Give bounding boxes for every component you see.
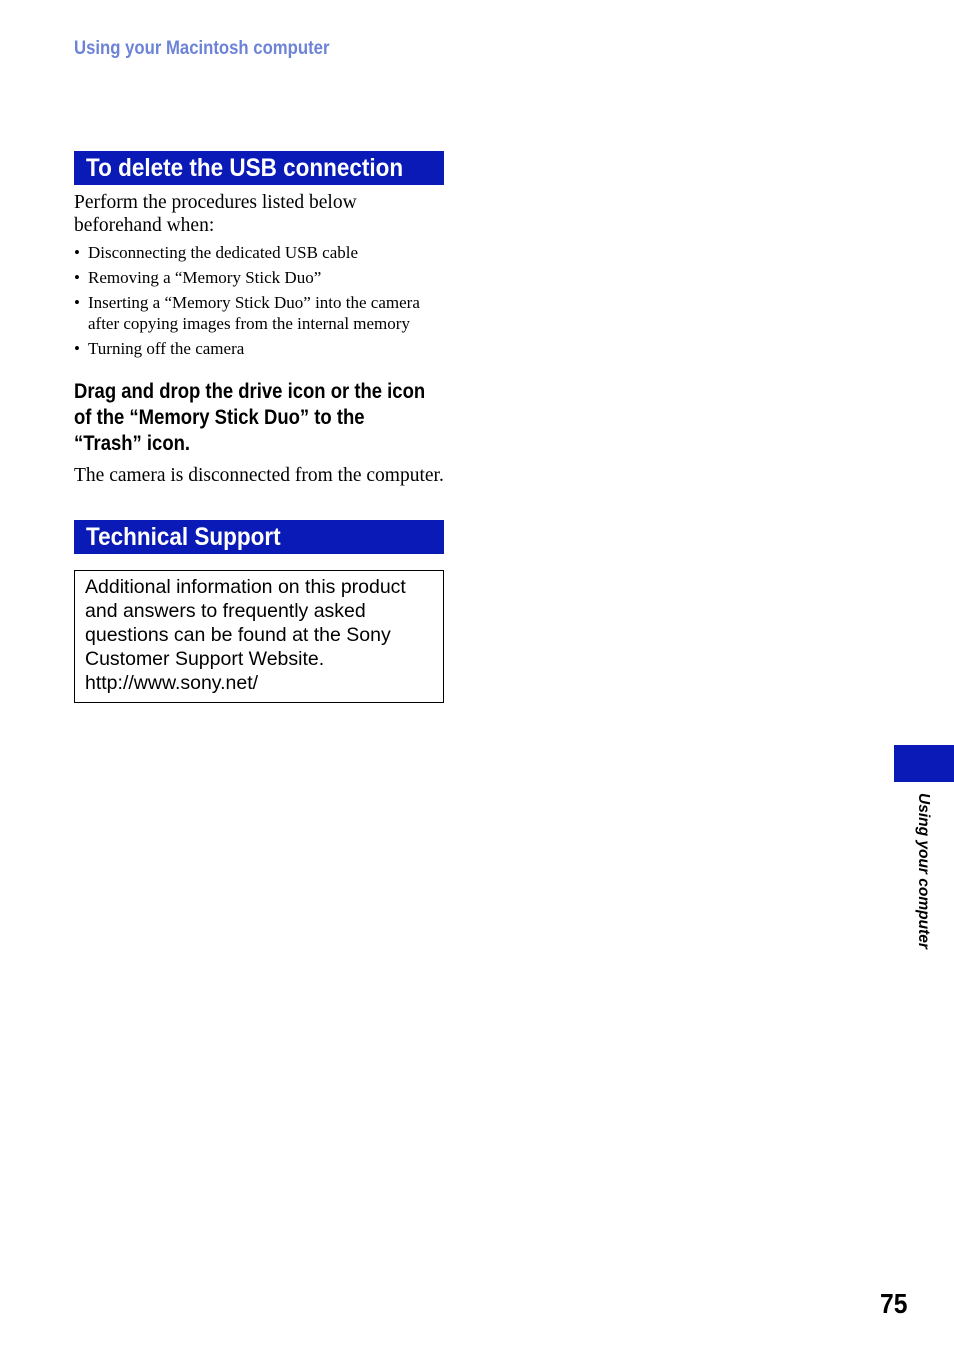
main-column [74,151,444,703]
chapter-tab-marker [894,745,954,782]
support-info-line: Additional information on this product [85,576,406,598]
condition-list [74,242,444,359]
bullet-icon: • [74,243,80,262]
bullet-icon: • [74,268,80,287]
running-head: Using your Macintosh computer [74,38,330,59]
list-item-text: Inserting a “Memory Stick Duo” into the camera after copying images from the internal memory [88,293,420,333]
list-item-text: Disconnecting the dedicated USB cable [88,243,359,262]
list-item [74,267,444,288]
intro-paragraph: Perform the procedures listed below beforehand when: [74,192,357,236]
support-info-box [74,570,444,703]
support-info-line: Customer Support Website. [85,648,325,670]
support-url: http://www.sony.net/ [85,672,259,694]
section-heading-usb [74,151,444,185]
step-instruction: Drag and drop the drive icon or the icon of the “Memory Stick Duo” to the “Trash” icon. [74,380,426,455]
list-item-text: Turning off the camera [88,339,245,358]
support-info-line: questions can be found at the Sony [85,624,391,646]
result-paragraph: The camera is disconnected from the computer. [74,465,444,486]
bullet-icon: • [74,339,80,358]
list-item [74,242,444,263]
section-heading-support [74,520,444,554]
page-number: 75 [880,1288,908,1319]
section-heading-usb-text: To delete the USB connection [86,154,404,182]
chapter-side-label [913,793,933,963]
list-item [74,338,444,359]
chapter-side-label-text: Using your computer [915,793,932,949]
bullet-icon: • [74,293,80,312]
list-item [74,292,444,334]
section-heading-support-text: Technical Support [86,523,281,551]
list-item-text: Removing a “Memory Stick Duo” [88,268,322,287]
support-info-line: and answers to frequently asked [85,600,366,622]
